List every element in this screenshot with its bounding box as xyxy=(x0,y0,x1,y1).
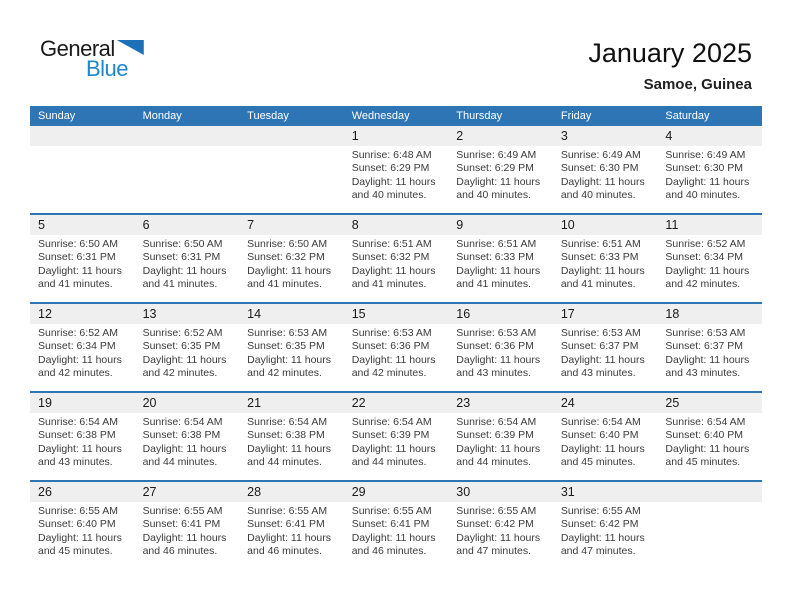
weekday-friday: Friday xyxy=(560,110,592,122)
day-cell xyxy=(553,482,658,569)
day-number: 9 xyxy=(448,215,553,235)
day-info xyxy=(135,502,240,559)
day-cell xyxy=(30,215,135,302)
daylight-text: and 47 minutes. xyxy=(456,545,531,558)
daylight-text: Daylight: 11 hours xyxy=(665,353,750,366)
day-cell xyxy=(30,482,135,569)
day-number: 1 xyxy=(344,126,449,146)
sunrise-text: Sunrise: 6:49 AM xyxy=(665,149,746,161)
sunset-text: Sunset: 6:30 PM xyxy=(665,162,744,175)
daylight-text: and 47 minutes. xyxy=(560,545,636,558)
daylight-text: and 46 minutes. xyxy=(351,545,427,558)
daylight-text: Daylight: 11 hours xyxy=(456,531,541,544)
general-blue-logo xyxy=(40,38,144,80)
sunrise-text: Sunrise: 6:55 AM xyxy=(560,505,641,517)
empty-day-cell xyxy=(657,482,762,569)
day-number: 7 xyxy=(239,215,344,235)
day-number: 26 xyxy=(30,482,135,502)
daylight-text: Daylight: 11 hours xyxy=(142,353,227,366)
day-info xyxy=(30,502,135,559)
daylight-text: and 43 minutes. xyxy=(38,456,113,469)
daylight-text: Daylight: 11 hours xyxy=(247,353,331,366)
day-info xyxy=(344,146,449,203)
day-cell xyxy=(448,126,553,213)
daylight-text: and 45 minutes. xyxy=(560,456,636,469)
sunrise-text: Sunrise: 6:54 AM xyxy=(560,416,641,428)
header-titles xyxy=(588,38,752,93)
sunset-text: Sunset: 6:38 PM xyxy=(247,429,325,442)
daylight-text: and 44 minutes. xyxy=(351,456,427,469)
day-number: 6 xyxy=(135,215,240,235)
day-number: 11 xyxy=(657,215,762,235)
sunset-text: Sunset: 6:31 PM xyxy=(142,251,221,264)
day-number: 13 xyxy=(135,304,240,324)
location-subtitle: Samoe, Guinea xyxy=(643,76,752,93)
daylight-text: Daylight: 11 hours xyxy=(665,442,750,455)
daylight-text: and 41 minutes. xyxy=(247,278,322,291)
sunset-text: Sunset: 6:40 PM xyxy=(38,518,116,531)
daylight-text: Daylight: 11 hours xyxy=(351,175,436,188)
sunset-text: Sunset: 6:30 PM xyxy=(560,162,639,175)
day-info xyxy=(657,146,762,203)
day-number xyxy=(30,126,135,146)
sunrise-text: Sunrise: 6:54 AM xyxy=(142,416,223,428)
sunset-text: Sunset: 6:41 PM xyxy=(247,518,325,531)
sunrise-text: Sunrise: 6:53 AM xyxy=(560,327,641,339)
weekday-monday: Monday xyxy=(142,110,182,122)
sunrise-text: Sunrise: 6:54 AM xyxy=(247,416,328,428)
daylight-text: Daylight: 11 hours xyxy=(351,531,436,544)
day-cell xyxy=(657,304,762,391)
day-info xyxy=(553,413,658,470)
daylight-text: and 43 minutes. xyxy=(665,367,741,380)
sunset-text: Sunset: 6:32 PM xyxy=(247,251,325,264)
day-number: 27 xyxy=(135,482,240,502)
day-info xyxy=(344,235,449,292)
daylight-text: Daylight: 11 hours xyxy=(665,175,750,188)
sunset-text: Sunset: 6:29 PM xyxy=(351,162,430,175)
daylight-text: Daylight: 11 hours xyxy=(560,353,645,366)
sunrise-text: Sunrise: 6:54 AM xyxy=(351,416,432,428)
sunset-text: Sunset: 6:37 PM xyxy=(665,340,744,353)
day-info xyxy=(135,324,240,381)
sunset-text: Sunset: 6:35 PM xyxy=(142,340,221,353)
weekday-tuesday: Tuesday xyxy=(247,110,289,122)
day-info xyxy=(448,324,553,381)
sunset-text: Sunset: 6:36 PM xyxy=(456,340,534,353)
sunrise-text: Sunrise: 6:48 AM xyxy=(351,149,432,161)
weeks-container xyxy=(30,126,762,569)
day-cell xyxy=(344,304,449,391)
sunrise-text: Sunrise: 6:53 AM xyxy=(665,327,746,339)
daylight-text: and 41 minutes. xyxy=(456,278,531,291)
day-number: 3 xyxy=(553,126,658,146)
daylight-text: Daylight: 11 hours xyxy=(456,175,541,188)
day-number: 24 xyxy=(553,393,658,413)
empty-day-cell xyxy=(239,126,344,213)
day-info xyxy=(448,146,553,203)
sunrise-text: Sunrise: 6:50 AM xyxy=(38,238,118,250)
daylight-text: Daylight: 11 hours xyxy=(351,442,436,455)
calendar xyxy=(30,106,762,569)
daylight-text: and 42 minutes. xyxy=(247,367,322,380)
day-number: 30 xyxy=(448,482,553,502)
daylight-text: Daylight: 11 hours xyxy=(560,264,645,277)
week-row xyxy=(30,480,762,569)
day-info xyxy=(657,413,762,470)
day-cell xyxy=(553,215,658,302)
daylight-text: and 42 minutes. xyxy=(142,367,218,380)
sunrise-text: Sunrise: 6:55 AM xyxy=(142,505,223,517)
day-info xyxy=(553,146,658,203)
weekday-saturday: Saturday xyxy=(665,110,710,122)
sunset-text: Sunset: 6:34 PM xyxy=(38,340,116,353)
day-info xyxy=(657,235,762,292)
sunset-text: Sunset: 6:29 PM xyxy=(456,162,534,175)
day-number: 4 xyxy=(657,126,762,146)
weekday-sunday: Sunday xyxy=(38,110,76,122)
daylight-text: Daylight: 11 hours xyxy=(142,264,227,277)
day-cell xyxy=(657,393,762,480)
day-cell xyxy=(239,393,344,480)
daylight-text: and 44 minutes. xyxy=(456,456,531,469)
day-number: 19 xyxy=(30,393,135,413)
daylight-text: Daylight: 11 hours xyxy=(142,531,227,544)
day-cell xyxy=(135,393,240,480)
sunset-text: Sunset: 6:40 PM xyxy=(665,429,744,442)
daylight-text: and 40 minutes. xyxy=(560,189,636,202)
sunrise-text: Sunrise: 6:54 AM xyxy=(38,416,118,428)
sunrise-text: Sunrise: 6:51 AM xyxy=(456,238,537,250)
daylight-text: Daylight: 11 hours xyxy=(560,531,645,544)
day-info xyxy=(30,235,135,292)
daylight-text: and 42 minutes. xyxy=(38,367,113,380)
day-info xyxy=(239,324,344,381)
day-info xyxy=(553,235,658,292)
daylight-text: and 40 minutes. xyxy=(665,189,741,202)
day-number: 28 xyxy=(239,482,344,502)
day-number: 16 xyxy=(448,304,553,324)
logo-text-blue: Blue xyxy=(86,56,129,81)
day-cell xyxy=(135,215,240,302)
daylight-text: Daylight: 11 hours xyxy=(351,353,436,366)
sunrise-text: Sunrise: 6:49 AM xyxy=(560,149,641,161)
daylight-text: and 43 minutes. xyxy=(560,367,636,380)
day-cell xyxy=(448,482,553,569)
sunrise-text: Sunrise: 6:54 AM xyxy=(456,416,537,428)
day-number: 10 xyxy=(553,215,658,235)
day-cell xyxy=(657,215,762,302)
day-cell xyxy=(135,304,240,391)
daylight-text: Daylight: 11 hours xyxy=(38,353,122,366)
day-number: 25 xyxy=(657,393,762,413)
sunrise-text: Sunrise: 6:49 AM xyxy=(456,149,537,161)
sunrise-text: Sunrise: 6:51 AM xyxy=(560,238,641,250)
sunrise-text: Sunrise: 6:53 AM xyxy=(456,327,537,339)
sunrise-text: Sunrise: 6:55 AM xyxy=(456,505,537,517)
sunset-text: Sunset: 6:33 PM xyxy=(456,251,534,264)
daylight-text: and 41 minutes. xyxy=(142,278,218,291)
daylight-text: Daylight: 11 hours xyxy=(560,442,645,455)
day-info xyxy=(239,413,344,470)
daylight-text: and 41 minutes. xyxy=(351,278,427,291)
daylight-text: Daylight: 11 hours xyxy=(38,531,122,544)
day-info xyxy=(553,502,658,559)
day-info xyxy=(448,413,553,470)
daylight-text: Daylight: 11 hours xyxy=(665,264,750,277)
day-number: 21 xyxy=(239,393,344,413)
day-cell xyxy=(239,482,344,569)
sunset-text: Sunset: 6:32 PM xyxy=(351,251,430,264)
weekday-thursday: Thursday xyxy=(456,110,503,122)
day-info xyxy=(135,413,240,470)
sunset-text: Sunset: 6:42 PM xyxy=(560,518,639,531)
daylight-text: Daylight: 11 hours xyxy=(351,264,436,277)
sunset-text: Sunset: 6:35 PM xyxy=(247,340,325,353)
sunrise-text: Sunrise: 6:52 AM xyxy=(142,327,223,339)
day-cell xyxy=(344,215,449,302)
day-info xyxy=(30,413,135,470)
sunrise-text: Sunrise: 6:55 AM xyxy=(38,505,118,517)
daylight-text: Daylight: 11 hours xyxy=(247,264,331,277)
sunset-text: Sunset: 6:38 PM xyxy=(38,429,116,442)
day-info xyxy=(553,324,658,381)
week-row xyxy=(30,126,762,213)
daylight-text: Daylight: 11 hours xyxy=(456,353,541,366)
day-info xyxy=(448,502,553,559)
sunrise-text: Sunrise: 6:55 AM xyxy=(247,505,328,517)
day-cell xyxy=(30,304,135,391)
sunset-text: Sunset: 6:38 PM xyxy=(142,429,221,442)
day-number: 18 xyxy=(657,304,762,324)
day-number xyxy=(135,126,240,146)
month-title: January 2025 xyxy=(588,38,752,68)
daylight-text: Daylight: 11 hours xyxy=(142,442,227,455)
empty-day-cell xyxy=(135,126,240,213)
sunrise-text: Sunrise: 6:53 AM xyxy=(247,327,328,339)
logo-text-general: General xyxy=(40,36,115,61)
sunrise-text: Sunrise: 6:52 AM xyxy=(665,238,746,250)
sunrise-text: Sunrise: 6:52 AM xyxy=(38,327,118,339)
day-cell xyxy=(553,393,658,480)
day-cell xyxy=(448,304,553,391)
day-cell xyxy=(30,393,135,480)
day-number: 5 xyxy=(30,215,135,235)
daylight-text: Daylight: 11 hours xyxy=(38,264,122,277)
daylight-text: and 45 minutes. xyxy=(665,456,741,469)
day-cell xyxy=(657,126,762,213)
day-cell xyxy=(239,304,344,391)
sunset-text: Sunset: 6:39 PM xyxy=(456,429,534,442)
day-info xyxy=(344,413,449,470)
daylight-text: and 44 minutes. xyxy=(142,456,218,469)
sunset-text: Sunset: 6:37 PM xyxy=(560,340,639,353)
day-info xyxy=(30,324,135,381)
day-cell xyxy=(239,215,344,302)
daylight-text: Daylight: 11 hours xyxy=(456,264,541,277)
day-number: 14 xyxy=(239,304,344,324)
empty-day-cell xyxy=(30,126,135,213)
day-cell xyxy=(344,482,449,569)
sunset-text: Sunset: 6:39 PM xyxy=(351,429,430,442)
daylight-text: and 43 minutes. xyxy=(456,367,531,380)
logo-triangle-icon xyxy=(117,40,144,55)
day-info xyxy=(135,235,240,292)
day-number: 22 xyxy=(344,393,449,413)
daylight-text: and 40 minutes. xyxy=(351,189,427,202)
week-row xyxy=(30,213,762,302)
daylight-text: Daylight: 11 hours xyxy=(247,531,331,544)
daylight-text: Daylight: 11 hours xyxy=(247,442,331,455)
daylight-text: and 44 minutes. xyxy=(247,456,322,469)
daylight-text: and 40 minutes. xyxy=(456,189,531,202)
daylight-text: Daylight: 11 hours xyxy=(456,442,541,455)
day-number: 12 xyxy=(30,304,135,324)
sunset-text: Sunset: 6:34 PM xyxy=(665,251,744,264)
day-cell xyxy=(553,126,658,213)
daylight-text: and 46 minutes. xyxy=(142,545,218,558)
day-info xyxy=(344,502,449,559)
weekday-wednesday: Wednesday xyxy=(351,110,410,122)
sunset-text: Sunset: 6:33 PM xyxy=(560,251,639,264)
day-info xyxy=(239,502,344,559)
sunset-text: Sunset: 6:40 PM xyxy=(560,429,639,442)
daylight-text: and 41 minutes. xyxy=(560,278,636,291)
day-number xyxy=(657,482,762,502)
daylight-text: and 45 minutes. xyxy=(38,545,113,558)
sunset-text: Sunset: 6:31 PM xyxy=(38,251,116,264)
sunrise-text: Sunrise: 6:55 AM xyxy=(351,505,432,517)
day-info xyxy=(344,324,449,381)
day-info xyxy=(657,324,762,381)
sunset-text: Sunset: 6:36 PM xyxy=(351,340,430,353)
sunset-text: Sunset: 6:41 PM xyxy=(351,518,430,531)
day-number xyxy=(239,126,344,146)
daylight-text: and 42 minutes. xyxy=(351,367,427,380)
sunset-text: Sunset: 6:42 PM xyxy=(456,518,534,531)
week-row xyxy=(30,391,762,480)
day-number: 15 xyxy=(344,304,449,324)
day-number: 29 xyxy=(344,482,449,502)
day-number: 20 xyxy=(135,393,240,413)
day-cell xyxy=(553,304,658,391)
week-row xyxy=(30,302,762,391)
sunrise-text: Sunrise: 6:53 AM xyxy=(351,327,432,339)
sunrise-text: Sunrise: 6:54 AM xyxy=(665,416,746,428)
day-cell xyxy=(135,482,240,569)
sunrise-text: Sunrise: 6:50 AM xyxy=(142,238,223,250)
day-cell xyxy=(448,393,553,480)
weekday-header-row xyxy=(30,106,762,126)
day-info xyxy=(239,235,344,292)
daylight-text: Daylight: 11 hours xyxy=(560,175,645,188)
day-number: 23 xyxy=(448,393,553,413)
day-cell xyxy=(344,393,449,480)
day-number: 8 xyxy=(344,215,449,235)
daylight-text: and 42 minutes. xyxy=(665,278,741,291)
day-cell xyxy=(448,215,553,302)
day-number: 2 xyxy=(448,126,553,146)
daylight-text: and 46 minutes. xyxy=(247,545,322,558)
day-cell xyxy=(344,126,449,213)
sunrise-text: Sunrise: 6:50 AM xyxy=(247,238,328,250)
daylight-text: Daylight: 11 hours xyxy=(38,442,122,455)
day-number: 31 xyxy=(553,482,658,502)
sunset-text: Sunset: 6:41 PM xyxy=(142,518,221,531)
sunrise-text: Sunrise: 6:51 AM xyxy=(351,238,432,250)
day-number: 17 xyxy=(553,304,658,324)
daylight-text: and 41 minutes. xyxy=(38,278,113,291)
day-info xyxy=(448,235,553,292)
